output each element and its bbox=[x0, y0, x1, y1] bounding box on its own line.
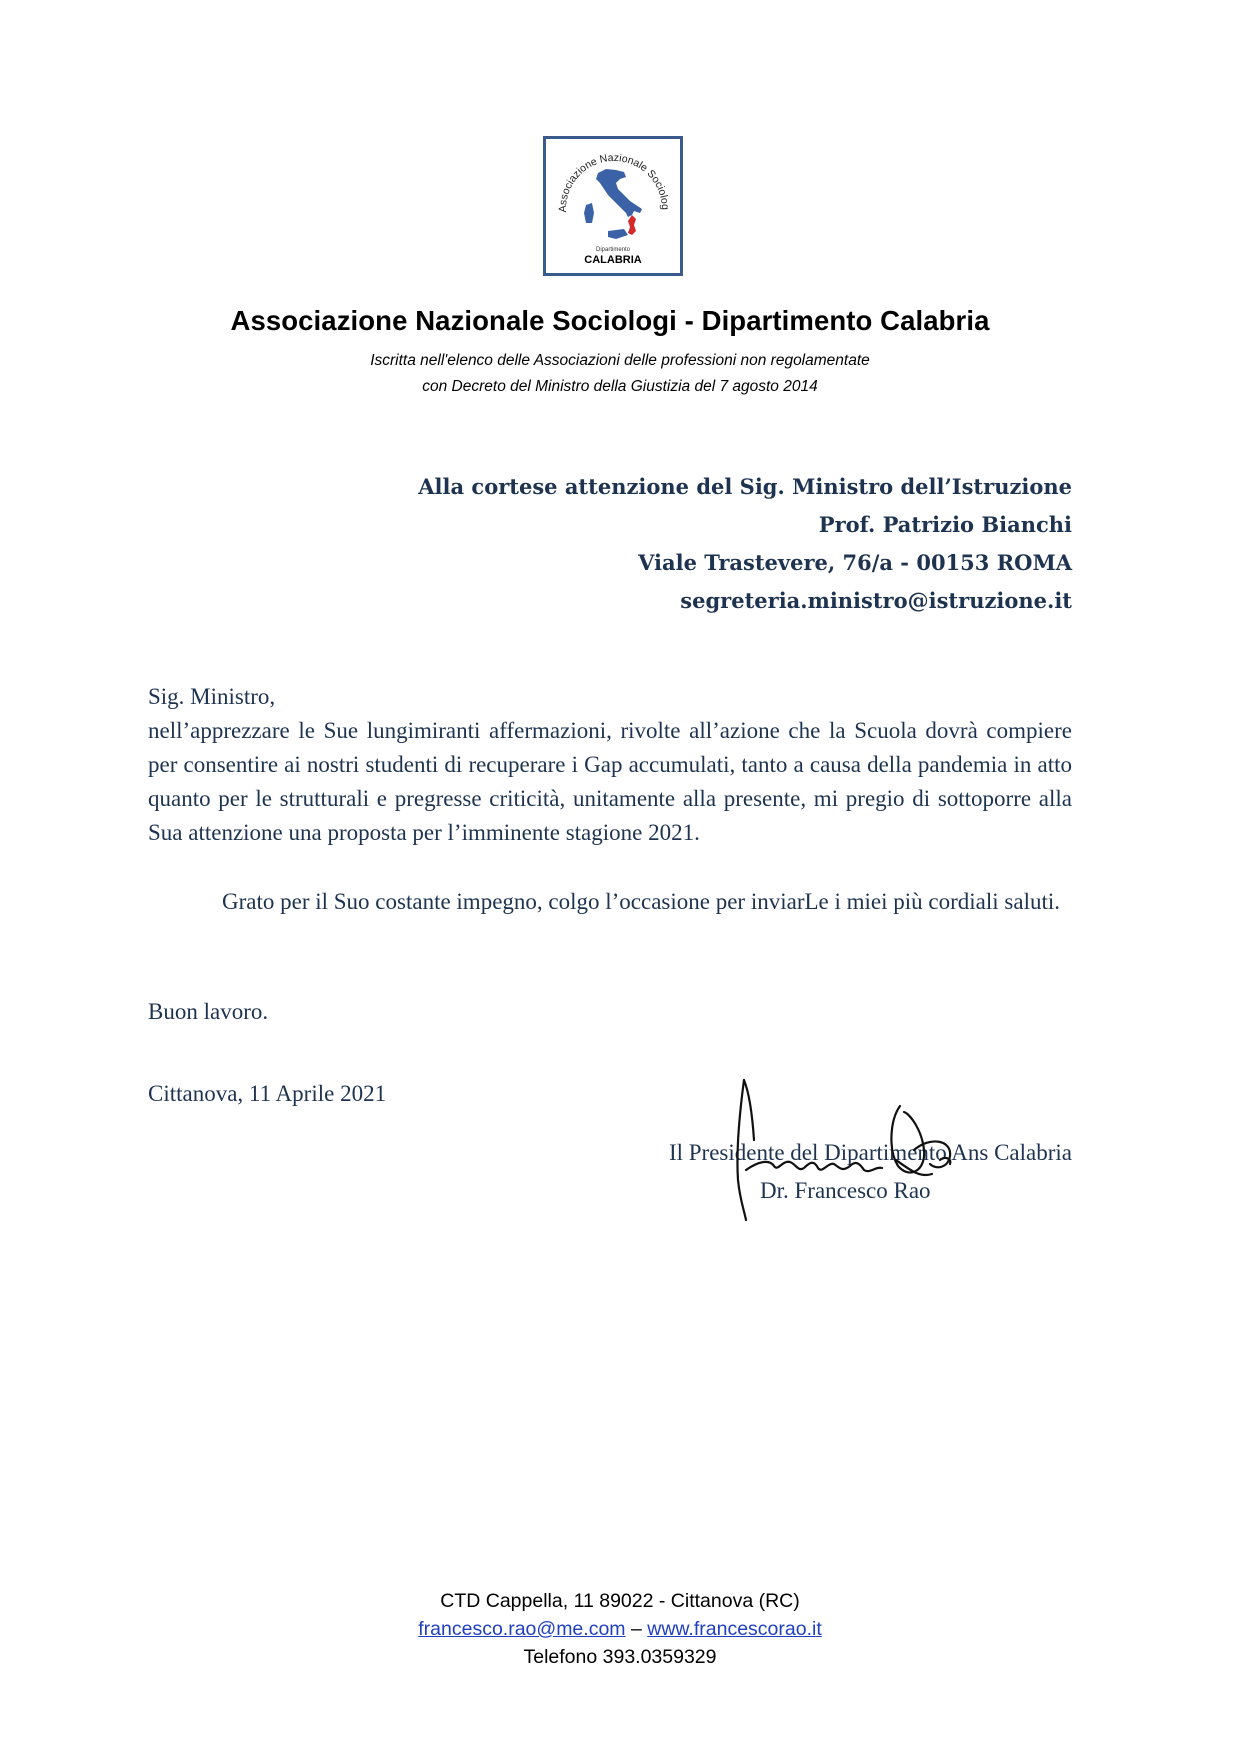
italy-map-icon bbox=[546, 139, 680, 273]
paragraph-1: nell’apprezzare le Sue lungimiranti affermazioni, rivolte all’azione che la Scuola dovrà compiere per consentire ai nostri studenti di recuperare i Gap accumulati, tanto a causa della pandemia in atto quanto per le strutturali e pregresse criticità, unitamente alla presente, mi pregio di sottoporre alla Sua attenzione una proposta per l’imminente stagione 2021. bbox=[148, 718, 1072, 845]
logo-sub-small: Dipartimento bbox=[595, 247, 631, 253]
footer-phone: Telefono 393.0359329 bbox=[523, 1646, 717, 1668]
organization-subtitle-line2: con Decreto del Ministro della Giustizia del 7 agosto 2014 bbox=[422, 378, 818, 395]
recipient-email: segreteria.ministro@istruzione.it bbox=[680, 588, 1072, 613]
signer-role: Il Presidente del Dipartimento Ans Calabria bbox=[668, 1140, 1072, 1165]
association-logo bbox=[543, 136, 683, 276]
recipient-name: Prof. Patrizio Bianchi bbox=[818, 512, 1072, 537]
salutation: Sig. Ministro, bbox=[148, 684, 276, 709]
footer-address: CTD Cappella, 11 89022 - Cittanova (RC) bbox=[440, 1590, 800, 1612]
footer-contacts bbox=[0, 1618, 1240, 1641]
recipient-line1: Alla cortese attenzione del Sig. Ministro dell’Istruzione bbox=[418, 474, 1072, 499]
logo-arc-text: Associazione Nazionale Sociolog bbox=[556, 151, 672, 213]
recipient-address: Viale Trastevere, 76/a - 00153 ROMA bbox=[638, 550, 1072, 575]
place-date: Cittanova, 11 Aprile 2021 bbox=[148, 1081, 387, 1106]
italy-shape bbox=[596, 169, 642, 217]
handwritten-signature bbox=[700, 1010, 1020, 1240]
organization-subtitle-line1: Iscritta nell'elenco delle Associazioni delle professioni non regolamentate bbox=[370, 352, 870, 369]
logo-sub-big: CALABRIA bbox=[584, 254, 642, 266]
sicily-shape bbox=[608, 229, 628, 239]
closing: Buon lavoro. bbox=[148, 999, 269, 1024]
paragraph-2: Grato per il Suo costante impegno, colgo l’occasione per inviarLe i miei più cordiali saluti. bbox=[222, 889, 1060, 914]
signer-name: Dr. Francesco Rao bbox=[760, 1178, 931, 1203]
footer-website-link[interactable]: www.francescorao.it bbox=[647, 1618, 822, 1640]
organization-title: Associazione Nazionale Sociologi - Dipartimento Calabria bbox=[230, 305, 990, 336]
footer-email-link[interactable]: francesco.rao@me.com bbox=[418, 1618, 626, 1640]
calabria-region bbox=[628, 215, 636, 235]
footer-separator: – bbox=[630, 1618, 642, 1640]
sardinia-shape bbox=[584, 203, 594, 223]
